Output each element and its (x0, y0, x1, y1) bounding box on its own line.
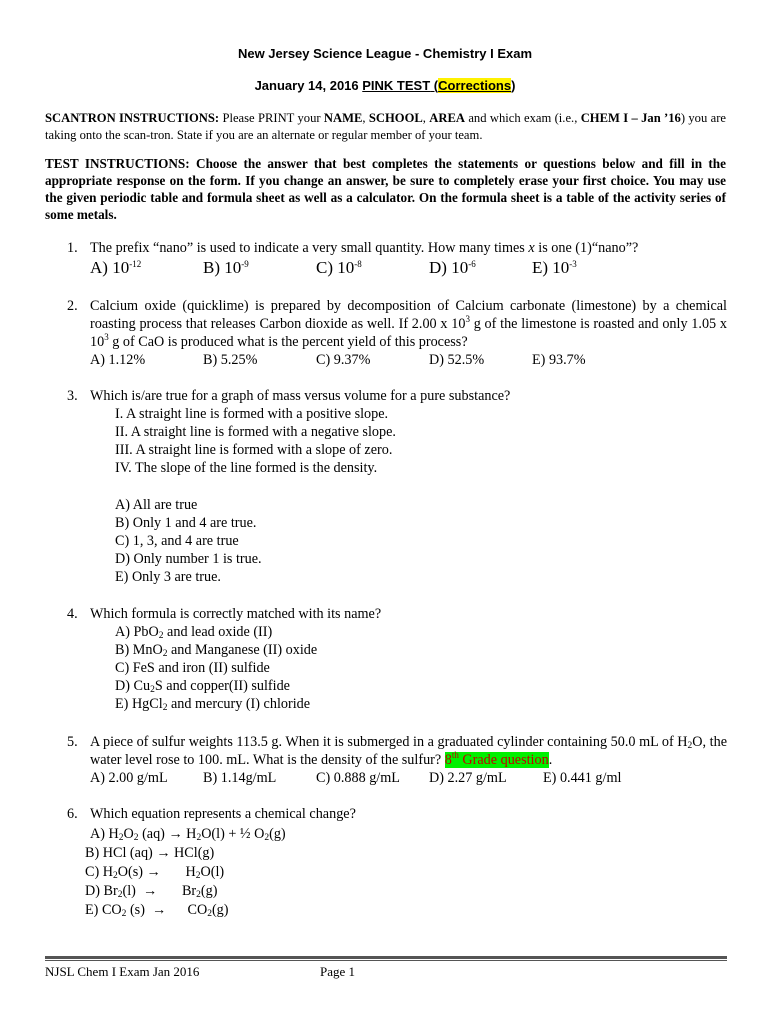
choice-d-2: S and copper(II) sulfide (154, 678, 290, 694)
choice-a-sub: 2 (158, 631, 164, 641)
choice-a-2: and lead oxide (II) (163, 624, 273, 640)
choice-b: B) 5.25% (203, 352, 258, 368)
sub: 2 (117, 890, 123, 900)
seg: O (123, 826, 134, 842)
choice-b: B) 1.14g/mL (203, 770, 277, 786)
scantron-text-4: and which exam (i.e., (464, 111, 581, 125)
choice-e: E) Only 3 are true. (115, 569, 221, 585)
question-number: 5. (67, 734, 78, 750)
choice-d: D) Only number 1 is true. (115, 551, 262, 567)
choice-d (429, 258, 476, 278)
question-text (90, 733, 727, 769)
sub: 2 (264, 833, 270, 843)
question-text: Which is/are true for a graph of mass versus volume for a pure substance? (90, 388, 511, 404)
seg: (l) → Br (122, 883, 197, 899)
choice-c (316, 258, 362, 278)
seg: O(l) + ½ O (201, 826, 265, 842)
q1-text-1: The prefix “nano” is used to indicate a very small quantity. How many times (90, 240, 529, 256)
choice-c (85, 864, 224, 881)
grade-num: 8 (444, 752, 452, 769)
choice-a-exp: -12 (129, 259, 142, 269)
question-text: Which formula is correctly matched with its name? (90, 606, 382, 622)
choice-c: C) 1, 3, and 4 are true (115, 533, 239, 549)
sub: 2 (196, 890, 201, 900)
statement-2: II. A straight line is formed with a negative slope. (115, 424, 396, 440)
choice-e: E) 0.441 g/ml (543, 770, 622, 786)
choice-d: D) 52.5% (429, 352, 485, 368)
footer-divider (45, 956, 727, 959)
choice-d-exp: -6 (468, 259, 476, 269)
choice-e-exp: -3 (569, 259, 577, 269)
q5-text-3: . (548, 752, 553, 769)
seg: A) H (90, 826, 119, 842)
choice-e-2: and mercury (I) chloride (167, 696, 311, 712)
scantron-area: AREA (429, 111, 465, 125)
question-number: 2. (67, 298, 78, 314)
footer-divider-thin (45, 960, 727, 961)
sub: 2 (195, 871, 201, 881)
seg: O(l) (200, 864, 225, 880)
choice-e-base: E) 10 (532, 258, 570, 277)
scantron-school: SCHOOL (368, 111, 423, 125)
exam-date-line (0, 78, 770, 93)
seg: (s) → CO (126, 902, 208, 918)
seg: (g) (200, 883, 218, 899)
choice-e-sub: 2 (162, 703, 168, 713)
q2-text-2: g of the limestone is roasted and only 1.05 x 10 (90, 316, 727, 351)
choice-d: D) 2.27 g/mL (429, 770, 507, 786)
seg: C) H (85, 864, 113, 880)
q2-text-1: Calcium oxide (quicklime) is prepared by decomposition of Calcium carbonate (limestone) by a chemical roasting process that releases Carbon dioxide as well. If 2.00 x 10 (90, 298, 727, 333)
question-5 (67, 733, 727, 769)
scantron-instructions (45, 110, 726, 144)
choice-e (85, 902, 229, 919)
grade-rest: Grade question (458, 752, 549, 769)
exam-title: New Jersey Science League - Chemistry I Exam (237, 46, 533, 61)
seg: (g) (269, 826, 286, 842)
scantron-name: NAME (323, 111, 363, 125)
question-text: Which equation represents a chemical change? (90, 806, 356, 822)
statement-1: I. A straight line is formed with a positive slope. (115, 406, 389, 422)
grade-sup: th (451, 750, 459, 761)
choice-e (532, 258, 577, 278)
question-number: 4. (67, 606, 78, 622)
sub: 2 (118, 833, 124, 843)
scantron-text-1: Please PRINT your (219, 111, 324, 125)
choice-b-2: and Manganese (II) oxide (167, 642, 318, 658)
scantron-text-2: , (362, 111, 369, 125)
test-instructions: TEST INSTRUCTIONS: Choose the answer that best completes the statements or questions below and fill in the appropriate response on the form. If you change an answer, be sure to completely erase your first choice. You may use the given periodic table and formula sheet as well as a calculator. On the formula sheet is a table of the activity series of some metals. (45, 156, 726, 222)
test-color: PINK TEST (362, 78, 431, 93)
choice-e: E) 93.7% (532, 352, 586, 368)
sub: 2 (112, 871, 118, 881)
question-number: 3. (67, 388, 78, 404)
scantron-exam: CHEM I – Jan ’16 (580, 111, 681, 125)
choice-c: C) 9.37% (316, 352, 371, 368)
seg: D) Br (85, 883, 118, 899)
choice-c: C) 0.888 g/mL (316, 770, 400, 786)
choice-d-base: D) 10 (429, 258, 469, 277)
choice-e (115, 696, 310, 713)
choice-c-base: C) 10 (316, 258, 355, 277)
scantron-text-5: ) you are taking onto the scan-tron. State if you are an alternate or regular member of your team. (45, 111, 726, 142)
q1-x: x (528, 240, 535, 256)
question-number: 1. (67, 240, 78, 256)
q2-text-3: g of CaO is produced what is the percent yield of this process? (108, 334, 468, 351)
choice-a (115, 624, 272, 641)
q5-text-1: A piece of sulfur weights 113.5 g. When it is submerged in a graduated cylinder containing 50.0 mL of H (90, 734, 688, 750)
q5-text-2: O, the water level rose to 100. mL. What is the density of the sulfur? (90, 734, 727, 769)
seg: (g) (211, 902, 229, 918)
choice-d (115, 678, 290, 695)
question-number: 6. (67, 806, 78, 822)
grade-question-highlight (445, 752, 549, 768)
corrections-label: Corrections (438, 78, 512, 93)
footer-page-number: Page 1 (320, 964, 356, 979)
q2-exp-2: 3 (104, 332, 109, 343)
footer-exam-label: NJSL Chem I Exam Jan 2016 (45, 964, 200, 979)
q1-text-2: is one (1)“nano”? (534, 240, 639, 256)
sub: 2 (121, 909, 127, 919)
scantron-text-3: , (422, 111, 430, 125)
statement-3: III. A straight line is formed with a slope of zero. (115, 442, 393, 458)
choice-a-1: A) PbO (115, 624, 159, 640)
question-1 (67, 239, 727, 257)
choice-c-exp: -8 (354, 259, 362, 269)
q2-exp-1: 3 (465, 314, 470, 325)
choice-a-base: A) 10 (90, 258, 130, 277)
choice-b (203, 258, 249, 278)
choice-b-1: B) MnO (115, 642, 163, 658)
choice-d-1: D) Cu (115, 678, 151, 694)
sub: 2 (207, 909, 212, 919)
seg: E) CO (85, 902, 122, 918)
q5-sub: 2 (687, 741, 693, 751)
choice-a: A) All are true (115, 497, 198, 513)
sub: 2 (133, 833, 139, 843)
question-text (90, 297, 727, 352)
choice-e-1: E) HgCl (115, 696, 163, 712)
choice-b: B) Only 1 and 4 are true. (115, 515, 257, 531)
choice-a: A) 1.12% (90, 352, 146, 368)
sub: 2 (196, 833, 202, 843)
paren-open: ( (430, 78, 439, 93)
question-text (90, 239, 727, 257)
choice-b-sub: 2 (162, 649, 168, 659)
paren-close: ) (511, 78, 516, 93)
choice-a: A) 2.00 g/mL (90, 770, 168, 786)
choice-b-exp: -9 (241, 259, 249, 269)
choice-c: C) FeS and iron (II) sulfide (115, 660, 270, 676)
choice-b-base: B) 10 (203, 258, 242, 277)
choice-a (90, 258, 141, 278)
scantron-label: SCANTRON INSTRUCTIONS: (45, 111, 220, 125)
choice-a (90, 826, 286, 843)
choice-d (85, 883, 217, 900)
seg: (aq) → H (138, 826, 197, 842)
seg: O(s) → H (117, 864, 196, 880)
statement-4: IV. The slope of the line formed is the density. (115, 460, 378, 476)
choice-d-sub: 2 (150, 685, 155, 695)
choice-b (115, 642, 317, 659)
question-2 (67, 297, 727, 352)
exam-date: January 14, 2016 (254, 78, 363, 93)
choice-b: B) HCl (aq) → HCl(g) (85, 845, 215, 861)
